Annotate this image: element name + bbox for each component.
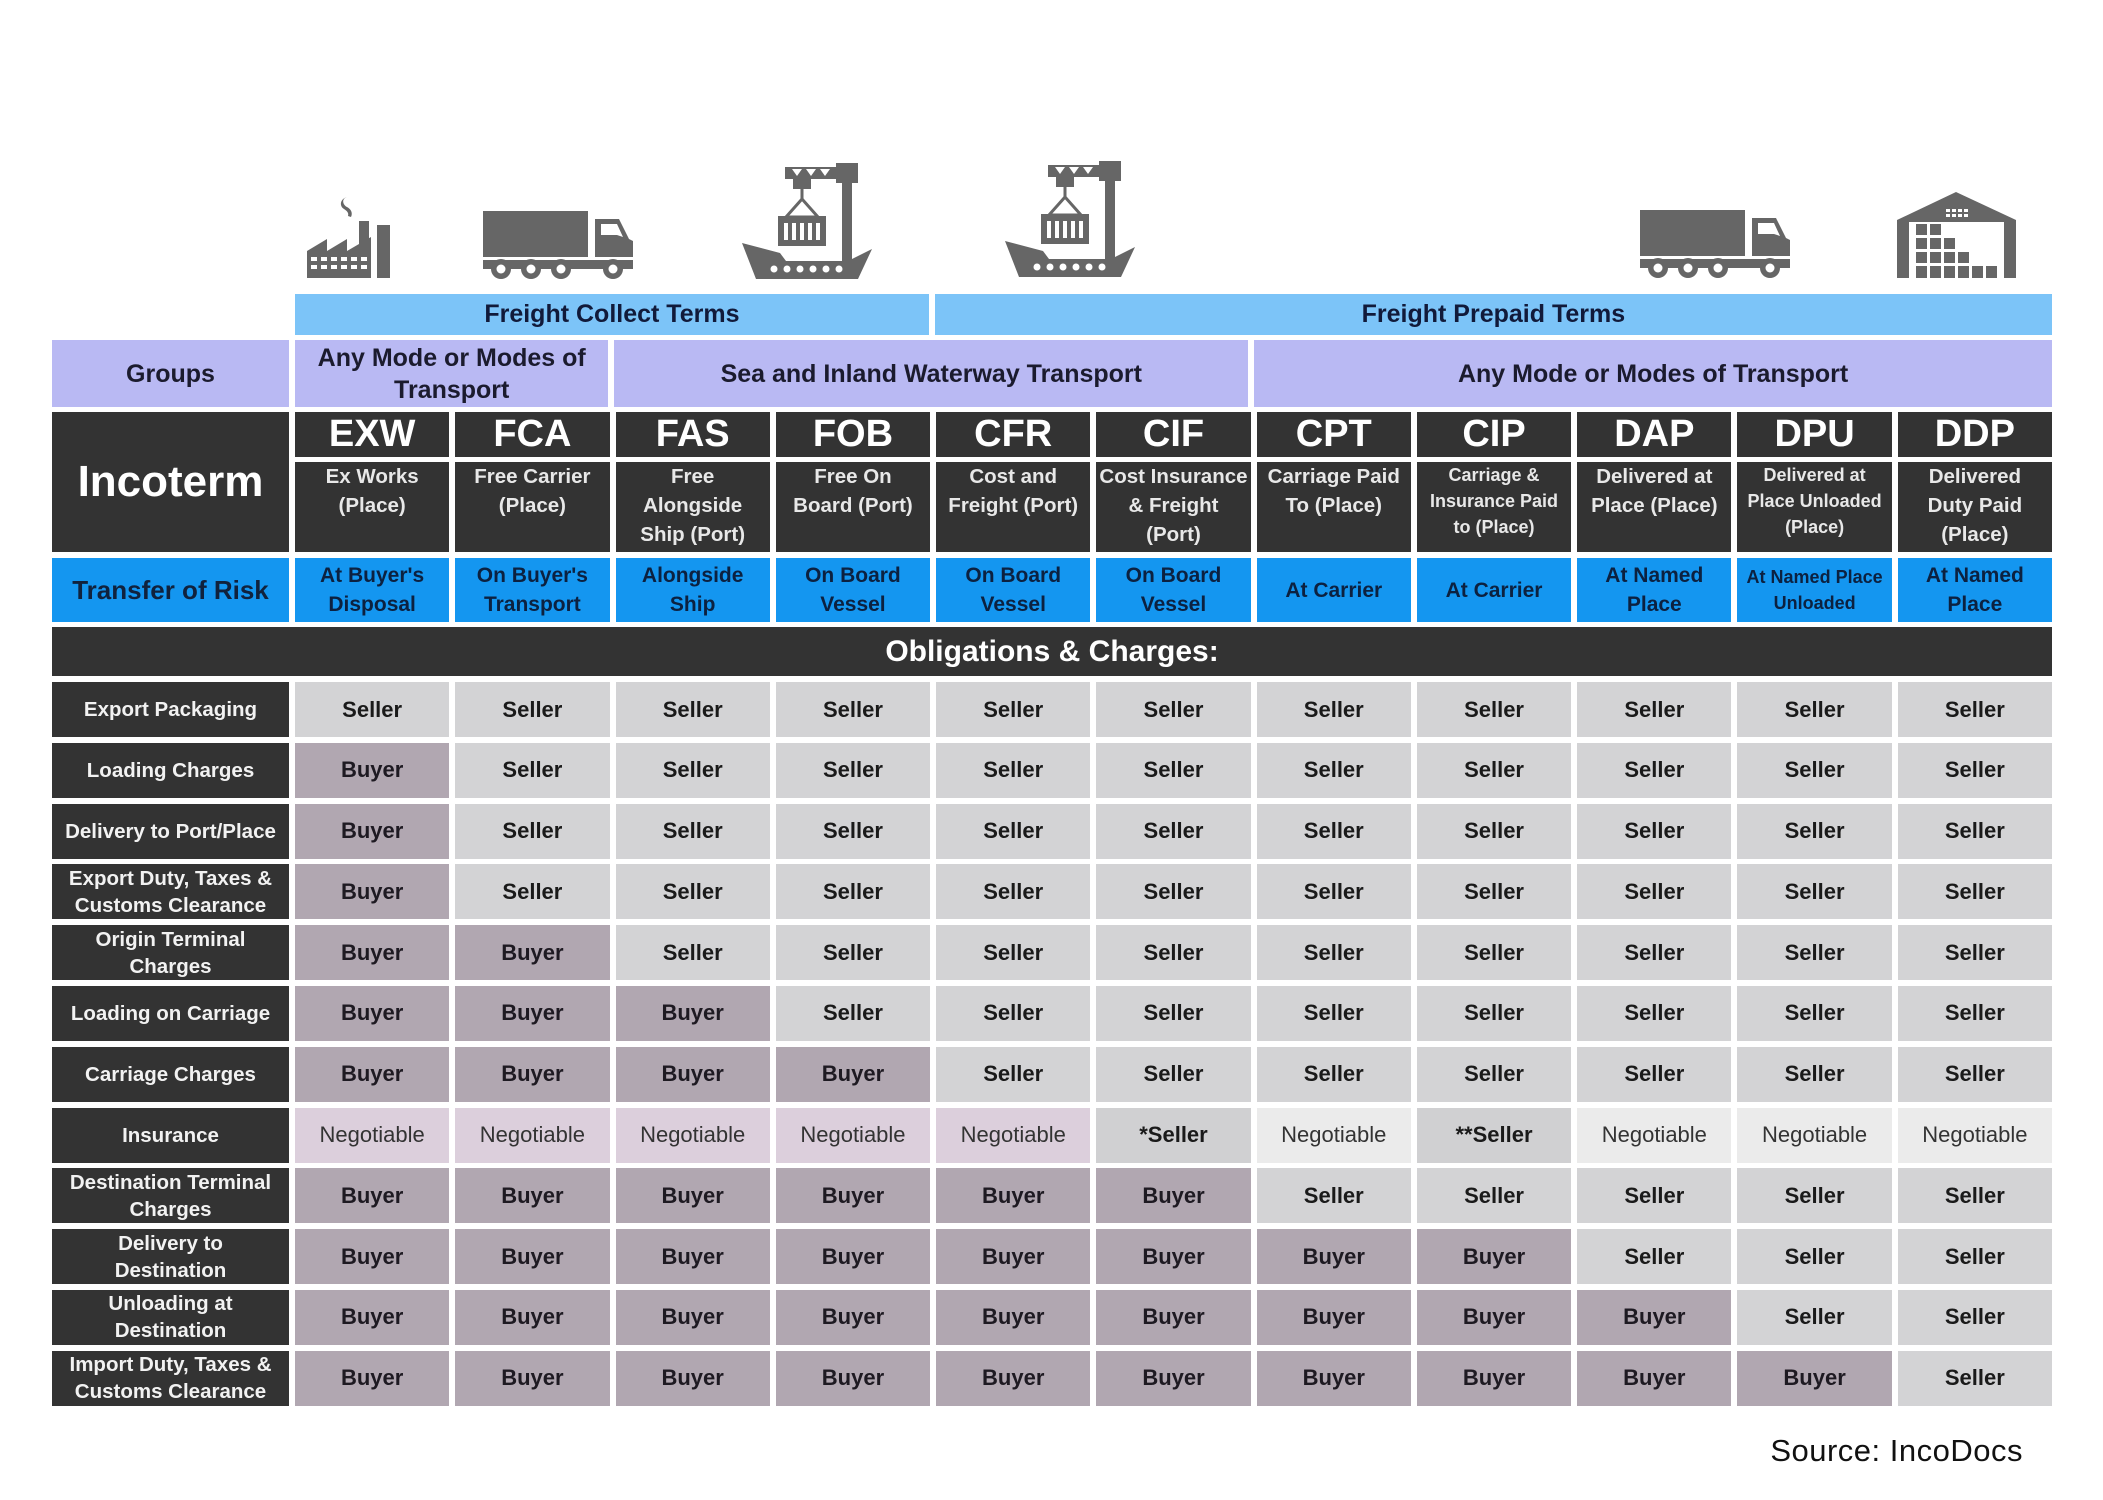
responsibility-cell: Buyer <box>295 864 449 919</box>
factory-icon <box>307 195 393 278</box>
responsibility-cell: Buyer <box>1577 1290 1731 1345</box>
table-row <box>52 986 2052 1041</box>
risk-cell <box>1257 558 1411 622</box>
row-label-text: Origin Terminal Charges <box>95 927 246 978</box>
responsibility-cell: Seller <box>1577 1229 1731 1284</box>
responsibility-cell: Seller <box>776 682 930 737</box>
responsibility-cell: Seller <box>1257 1168 1411 1223</box>
responsibility-cell: Buyer <box>455 1229 609 1284</box>
responsibility-cell: Buyer <box>616 1047 770 1102</box>
incoterm-description <box>1096 462 1250 552</box>
responsibility-cell: Buyer <box>295 1229 449 1284</box>
transfer-of-risk-label: Transfer of Risk <box>52 558 289 622</box>
responsibility-cell: Seller <box>1898 1168 2052 1223</box>
incoterm-description-text: Ex Works (Place) <box>325 465 419 517</box>
incoterm-description <box>1257 462 1411 552</box>
row-label-text: Insurance <box>122 1123 219 1147</box>
responsibility-cell: Seller <box>1898 804 2052 859</box>
responsibility-cell: Buyer <box>295 925 449 980</box>
responsibility-cell: Seller <box>455 864 609 919</box>
responsibility-cell: Negotiable <box>1898 1108 2052 1163</box>
responsibility-cell: Seller <box>295 682 449 737</box>
responsibility-cell: Seller <box>1737 804 1891 859</box>
responsibility-cell: Seller <box>776 804 930 859</box>
risk-cell-text: At Carrier <box>1445 578 1543 602</box>
responsibility-cell: Seller <box>1096 804 1250 859</box>
responsibility-cell: Buyer <box>455 1047 609 1102</box>
responsibility-cell: Seller <box>1257 1047 1411 1102</box>
responsibility-cell: Seller <box>1737 925 1891 980</box>
responsibility-cell: Seller <box>1898 1047 2052 1102</box>
responsibility-cell: Seller <box>936 1047 1090 1102</box>
responsibility-cell: Seller <box>776 925 930 980</box>
responsibility-cell: Seller <box>1898 1351 2052 1406</box>
row-label <box>52 986 289 1041</box>
responsibility-cell: Buyer <box>616 1290 770 1345</box>
table-row <box>52 682 2052 737</box>
row-label <box>52 1290 289 1345</box>
incoterm-code: FOB <box>776 412 930 457</box>
incoterm-column-ddp <box>1898 412 2052 552</box>
table-row <box>52 804 2052 859</box>
group-any-mode-2: Any Mode or Modes of Transport <box>1254 340 2052 407</box>
risk-cell-text: At Named Place <box>1925 564 2024 616</box>
responsibility-cell: Buyer <box>776 1290 930 1345</box>
responsibility-cell: Seller <box>936 864 1090 919</box>
incoterm-code: CIF <box>1096 412 1250 457</box>
risk-cell <box>455 558 609 622</box>
groups-label: Groups <box>52 340 289 407</box>
incoterm-description-text: Cost and Freight (Port) <box>948 465 1079 517</box>
responsibility-cell: Seller <box>1898 925 2052 980</box>
responsibility-cell: Seller <box>616 804 770 859</box>
incoterm-description-text: Carriage Paid To (Place) <box>1267 465 1400 517</box>
responsibility-cell: Buyer <box>455 1290 609 1345</box>
responsibility-cell: Seller <box>616 682 770 737</box>
row-label-text: Loading on Carriage <box>70 1001 271 1025</box>
table-row <box>52 743 2052 798</box>
row-label <box>52 925 289 980</box>
risk-cell-text: At Named Place Unloaded <box>1746 567 1883 613</box>
responsibility-cell: Buyer <box>455 1351 609 1406</box>
incoterm-column-cpt <box>1257 412 1411 552</box>
responsibility-cell: Buyer <box>1417 1351 1571 1406</box>
responsibility-cell: Buyer <box>1096 1290 1250 1345</box>
obligations-rows <box>52 682 2052 1406</box>
responsibility-cell: Buyer <box>455 925 609 980</box>
responsibility-cell: Seller <box>936 925 1090 980</box>
risk-cell <box>1898 558 2052 622</box>
risk-cell <box>1096 558 1250 622</box>
responsibility-cell: Buyer <box>1096 1229 1250 1284</box>
responsibility-cell: Negotiable <box>1737 1108 1891 1163</box>
responsibility-cell: Seller <box>616 864 770 919</box>
responsibility-cell: Seller <box>455 743 609 798</box>
risk-cell <box>776 558 930 622</box>
table-row <box>52 864 2052 919</box>
risk-cell-text: At Buyer's Disposal <box>320 564 425 616</box>
responsibility-cell: Seller <box>1096 986 1250 1041</box>
incoterm-description <box>616 462 770 552</box>
responsibility-cell: Seller <box>1737 1290 1891 1345</box>
row-label <box>52 804 289 859</box>
responsibility-cell: Seller <box>1577 1168 1731 1223</box>
incoterm-column-fob <box>776 412 930 552</box>
responsibility-cell: Buyer <box>776 1168 930 1223</box>
responsibility-cell: Seller <box>1737 1047 1891 1102</box>
incoterm-column-fas <box>616 412 770 552</box>
responsibility-cell: Negotiable <box>776 1108 930 1163</box>
responsibility-cell: Seller <box>1417 925 1571 980</box>
responsibility-cell: Seller <box>1096 1047 1250 1102</box>
responsibility-cell: Buyer <box>616 1168 770 1223</box>
responsibility-cell: Seller <box>1417 804 1571 859</box>
group-any-mode-1: Any Mode or Modes of Transport <box>295 340 608 407</box>
responsibility-cell: Buyer <box>455 986 609 1041</box>
responsibility-cell: Seller <box>1096 743 1250 798</box>
row-label-text: Unloading at Destination <box>108 1292 233 1343</box>
risk-cell-text: On Buyer's Transport <box>476 564 588 616</box>
responsibility-cell: Buyer <box>295 743 449 798</box>
row-label <box>52 1351 289 1406</box>
responsibility-cell: Seller <box>1096 864 1250 919</box>
responsibility-cell: Negotiable <box>455 1108 609 1163</box>
responsibility-cell: Buyer <box>776 1229 930 1284</box>
responsibility-cell: Seller <box>1577 986 1731 1041</box>
responsibility-cell: Seller <box>1737 1229 1891 1284</box>
freight-collect-header: Freight Collect Terms <box>295 294 929 335</box>
responsibility-cell: Seller <box>1898 986 2052 1041</box>
responsibility-cell: Seller <box>1257 925 1411 980</box>
incoterm-description <box>1737 462 1891 552</box>
incoterm-description <box>455 462 609 552</box>
row-label <box>52 1047 289 1102</box>
incoterm-description-text: Free Carrier (Place) <box>474 465 591 517</box>
row-label-text: Destination Terminal Charges <box>69 1170 272 1221</box>
row-label-text: Import Duty, Taxes & Customs Clearance <box>69 1353 272 1404</box>
responsibility-cell: Seller <box>936 743 1090 798</box>
table-row <box>52 925 2052 980</box>
row-label <box>52 1168 289 1223</box>
incoterm-column-dpu <box>1737 412 1891 552</box>
responsibility-cell: Seller <box>936 804 1090 859</box>
responsibility-cell: Negotiable <box>1577 1108 1731 1163</box>
responsibility-cell: Negotiable <box>616 1108 770 1163</box>
incoterm-code: DDP <box>1898 412 2052 457</box>
incoterm-description-text: Cost Insurance & Freight (Port) <box>1099 465 1248 546</box>
incoterm-code: FAS <box>616 412 770 457</box>
incoterm-column-dap <box>1577 412 1731 552</box>
row-label-text: Loading Charges <box>86 758 255 782</box>
responsibility-cell: Negotiable <box>295 1108 449 1163</box>
responsibility-cell: Seller <box>1898 1290 2052 1345</box>
incoterm-column-cfr <box>936 412 1090 552</box>
responsibility-cell: Seller <box>776 864 930 919</box>
row-label-text: Export Duty, Taxes & Customs Clearance <box>68 866 273 917</box>
incoterm-description-text: Delivered Duty Paid (Place) <box>1927 465 2023 546</box>
responsibility-cell: Seller <box>1577 925 1731 980</box>
responsibility-cell: Buyer <box>455 1168 609 1223</box>
responsibility-cell: Buyer <box>295 1168 449 1223</box>
responsibility-cell: Buyer <box>1096 1351 1250 1406</box>
responsibility-cell: Seller <box>1737 682 1891 737</box>
responsibility-cell: Seller <box>936 682 1090 737</box>
source-credit: Source: IncoDocs <box>1770 1433 2023 1468</box>
responsibility-cell: Buyer <box>616 1351 770 1406</box>
responsibility-cell: Buyer <box>776 1047 930 1102</box>
responsibility-cell: Buyer <box>1577 1351 1731 1406</box>
risk-cell <box>295 558 449 622</box>
responsibility-cell: Seller <box>1257 986 1411 1041</box>
truck-icon <box>483 211 634 279</box>
risk-cell-text: At Named Place <box>1605 564 1704 616</box>
freight-prepaid-header: Freight Prepaid Terms <box>935 294 2052 335</box>
incoterm-code: DAP <box>1577 412 1731 457</box>
responsibility-cell: Buyer <box>936 1229 1090 1284</box>
responsibility-cell: Buyer <box>1417 1290 1571 1345</box>
responsibility-cell: Buyer <box>1096 1168 1250 1223</box>
incoterm-description <box>936 462 1090 552</box>
row-label <box>52 1108 289 1163</box>
responsibility-cell: Buyer <box>1257 1229 1411 1284</box>
responsibility-cell: Seller <box>455 682 609 737</box>
responsibility-cell: Seller <box>616 925 770 980</box>
responsibility-cell: Seller <box>455 804 609 859</box>
responsibility-cell: Seller <box>1737 1168 1891 1223</box>
responsibility-cell: Seller <box>1417 986 1571 1041</box>
responsibility-cell: Buyer <box>295 1290 449 1345</box>
responsibility-cell: Seller <box>1417 682 1571 737</box>
table-row <box>52 1229 2052 1284</box>
table-row <box>52 1108 2052 1163</box>
incoterm-description-text: Carriage & Insurance Paid to (Place) <box>1430 465 1559 537</box>
responsibility-cell: Buyer <box>616 986 770 1041</box>
risk-cell-text: On Board Vessel <box>1125 564 1222 616</box>
responsibility-cell: Buyer <box>1257 1351 1411 1406</box>
responsibility-cell: Seller <box>1577 682 1731 737</box>
responsibility-cell: Seller <box>1577 804 1731 859</box>
incoterm-code: CFR <box>936 412 1090 457</box>
responsibility-cell: Seller <box>1257 864 1411 919</box>
responsibility-cell: Buyer <box>936 1351 1090 1406</box>
incoterm-description <box>1898 462 2052 552</box>
risk-cell <box>1577 558 1731 622</box>
group-sea-inland: Sea and Inland Waterway Transport <box>614 340 1248 407</box>
incoterm-description-text: Delivered at Place Unloaded (Place) <box>1747 465 1882 537</box>
incoterm-description-text: Delivered at Place (Place) <box>1591 465 1718 517</box>
incoterm-description-text: Free On Board (Port) <box>793 465 913 517</box>
table-row <box>52 1168 2052 1223</box>
responsibility-cell: Negotiable <box>936 1108 1090 1163</box>
responsibility-cell: Seller <box>1898 743 2052 798</box>
incoterm-description <box>1577 462 1731 552</box>
responsibility-cell: Buyer <box>776 1351 930 1406</box>
responsibility-cell: Seller <box>1898 682 2052 737</box>
responsibility-cell: Buyer <box>295 986 449 1041</box>
row-label <box>52 864 289 919</box>
incoterm-column-exw <box>295 412 449 552</box>
responsibility-cell: Negotiable <box>1257 1108 1411 1163</box>
ship-crane-icon <box>1004 159 1138 279</box>
row-label <box>52 682 289 737</box>
incoterm-description-text: Free Alongside Ship (Port) <box>640 465 746 546</box>
responsibility-cell: Seller <box>1257 804 1411 859</box>
responsibility-cell: Seller <box>1737 986 1891 1041</box>
risk-cell <box>1737 558 1891 622</box>
incoterm-column-cif <box>1096 412 1250 552</box>
responsibility-cell: Buyer <box>936 1290 1090 1345</box>
warehouse-icon <box>1897 192 2016 278</box>
responsibility-cell: Seller <box>1577 864 1731 919</box>
row-label-text: Delivery to Destination <box>114 1231 227 1282</box>
responsibility-cell: Seller <box>1257 743 1411 798</box>
responsibility-cell: Seller <box>1096 925 1250 980</box>
responsibility-cell: Seller <box>936 986 1090 1041</box>
incoterm-description <box>776 462 930 552</box>
responsibility-cell: Seller <box>1417 1047 1571 1102</box>
incoterm-code: CPT <box>1257 412 1411 457</box>
responsibility-cell: Seller <box>1898 864 2052 919</box>
incoterm-code: EXW <box>295 412 449 457</box>
row-label-text: Carriage Charges <box>85 1062 256 1086</box>
table-row <box>52 1351 2052 1406</box>
responsibility-cell: Seller <box>616 743 770 798</box>
responsibility-cell: Buyer <box>1417 1229 1571 1284</box>
risk-cell <box>936 558 1090 622</box>
responsibility-cell: Buyer <box>616 1229 770 1284</box>
responsibility-cell: Seller <box>1257 682 1411 737</box>
responsibility-cell: Seller <box>1737 864 1891 919</box>
responsibility-cell: Buyer <box>295 804 449 859</box>
responsibility-cell: Seller <box>1737 743 1891 798</box>
responsibility-cell: Seller <box>1898 1229 2052 1284</box>
incoterm-label: Incoterm <box>52 412 289 552</box>
responsibility-cell: Buyer <box>1257 1290 1411 1345</box>
responsibility-cell: Buyer <box>295 1047 449 1102</box>
incoterm-description <box>295 462 449 552</box>
responsibility-cell: Seller <box>1577 1047 1731 1102</box>
row-label <box>52 743 289 798</box>
responsibility-cell: Seller <box>1096 682 1250 737</box>
incoterm-code: DPU <box>1737 412 1891 457</box>
risk-cell <box>1417 558 1571 622</box>
incoterms-table <box>52 294 2052 1412</box>
table-row <box>52 1047 2052 1102</box>
row-label-text: Export Packaging <box>83 698 258 721</box>
responsibility-cell: Seller <box>776 986 930 1041</box>
risk-cell-text: On Board Vessel <box>965 564 1062 616</box>
responsibility-cell: Seller <box>1577 743 1731 798</box>
responsibility-cell: Seller <box>1417 864 1571 919</box>
risk-cell <box>616 558 770 622</box>
incoterm-column-fca <box>455 412 609 552</box>
incoterm-column-cip <box>1417 412 1571 552</box>
responsibility-cell: Seller <box>1417 1168 1571 1223</box>
responsibility-cell: Seller <box>776 743 930 798</box>
responsibility-cell: **Seller <box>1417 1108 1571 1163</box>
risk-cell-text: At Carrier <box>1285 578 1383 602</box>
incoterm-code: FCA <box>455 412 609 457</box>
responsibility-cell: Buyer <box>295 1351 449 1406</box>
risk-cell-text: On Board Vessel <box>805 564 901 616</box>
row-label-text: Delivery to Port/Place <box>65 819 276 843</box>
responsibility-cell: Buyer <box>1737 1351 1891 1406</box>
blank-corner <box>52 294 289 335</box>
table-row <box>52 1290 2052 1345</box>
row-label <box>52 1229 289 1284</box>
ship-crane-icon <box>742 161 874 281</box>
risk-cell-text: Alongside Ship <box>641 564 744 616</box>
incoterm-description <box>1417 462 1571 552</box>
responsibility-cell: *Seller <box>1096 1108 1250 1163</box>
responsibility-cell: Buyer <box>936 1168 1090 1223</box>
responsibility-cell: Seller <box>1417 743 1571 798</box>
obligations-header: Obligations & Charges: <box>52 627 2052 676</box>
incoterm-code: CIP <box>1417 412 1571 457</box>
truck-icon <box>1640 210 1791 278</box>
